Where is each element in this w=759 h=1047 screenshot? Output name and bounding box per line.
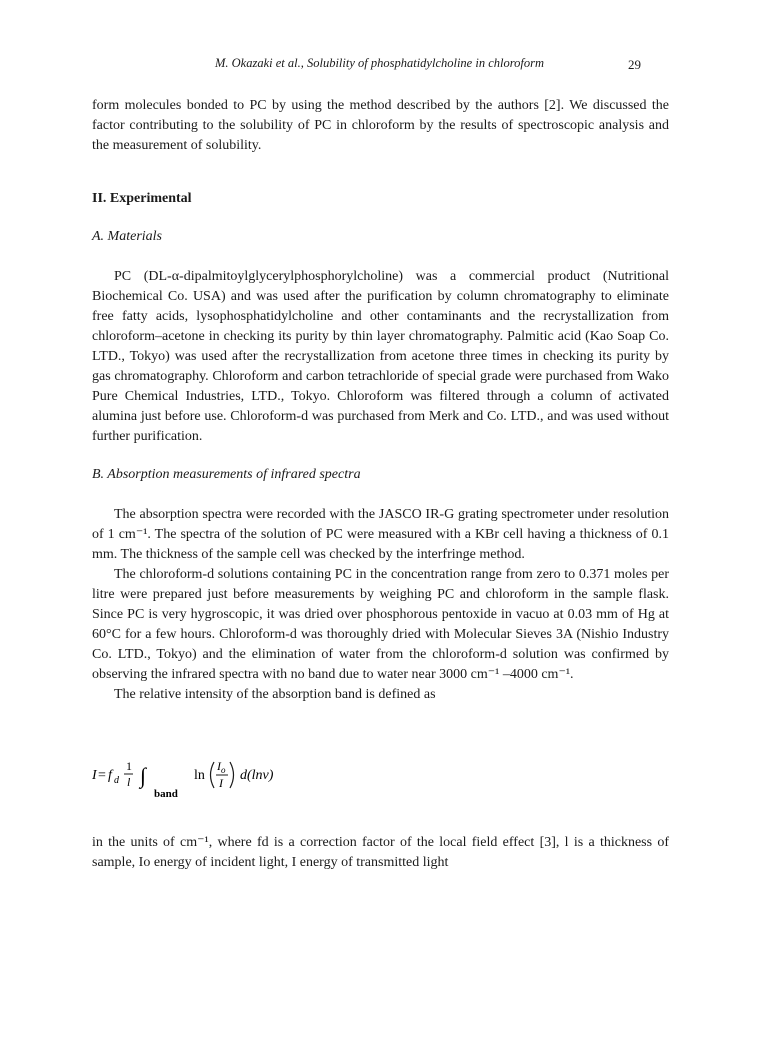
- subsection-b-title: B. Absorption measurements of infrared spectra: [92, 467, 361, 482]
- equation-svg: [92, 757, 352, 801]
- eq-fd-sub: d: [114, 775, 119, 786]
- subsection-a-title: A. Materials: [92, 229, 162, 244]
- page-content: [92, 96, 669, 873]
- eq-d-inv: d(lnv): [240, 768, 274, 783]
- eq-right-paren: [230, 762, 234, 788]
- eq-fd: f: [108, 768, 112, 783]
- eq-io: I: [217, 759, 221, 773]
- eq-io-sub: o: [221, 765, 226, 775]
- eq-integral: ∫: [140, 763, 147, 788]
- eq-equals: =: [98, 768, 106, 783]
- page-header: [0, 56, 759, 76]
- intensity-equation: [92, 757, 669, 800]
- eq-frac-den: l: [127, 775, 131, 789]
- absorption-paragraph-2: The chloroform-d solutions containing PC in the concentration range from zero to 0.371 moles per litre were prepared just before measurements by weighing PC and chloroform in the sample flask. Since PC is very hygroscopic, it was dried over phosphorous pentoxide in vacuo at 0.03 mm of Hg at 60°C for a few hours. Chloroform-d was thoroughly dried with Molecular Sieves 3A (Nishio Industry Co. LTD., Tokyo) and the elimination of water from the chloroform-d solution was confirmed by observing the infrared spectra with no band due to water near 3000 cm⁻¹ –4000 cm⁻¹.: [92, 567, 669, 682]
- eq-lhs: I: [92, 768, 97, 783]
- materials-paragraph: PC (DL-α-dipalmitoylglycerylphosphorylcholine) was a commercial product (Nutritional Biochemical Co. USA) and was used after the purification by column chromatography to eliminate free fatty acids, lysophosphatidylcholine and other contaminants and the recrystallization from chloroform–acetone in checking its purity by thin layer chromatography. Palmitic acid (Kao Soap Co. LTD., Tokyo) was used after the recrystallization from acetone three times in checking its purity by gas chromatography. Chloroform and carbon tetrachloride of special grade were purchased from Wako Pure Chemical Industries, LTD., Tokyo. Chloroform was filtered through a column of activated alumina just before use. Chloroform-d was purchased from Merk and Co. LTD., and was used without further purification.: [92, 269, 669, 444]
- section-title: II. Experimental: [92, 191, 192, 206]
- page-number: 29: [628, 57, 641, 72]
- absorption-paragraph-1: The absorption spectra were recorded with the JASCO IR-G grating spectrometer under resolution of 1 cm⁻¹. The spectra of the solution of PC were measured with a KBr cell having a thickness of 0.1 mm. The thickness of the sample cell was checked by the interfringe method.: [92, 507, 669, 562]
- absorption-paragraph-3: The relative intensity of the absorption band is defined as: [114, 687, 436, 702]
- eq-int-sub: band: [154, 788, 178, 800]
- eq-frac-num: 1: [126, 759, 132, 773]
- eq-i-den: I: [219, 776, 223, 790]
- eq-left-paren: [211, 762, 215, 788]
- units-paragraph: in the units of cm⁻¹, where fd is a correction factor of the local field effect [3], l is a thickness of sample, Io energy of incident light, I energy of transmitted light: [92, 835, 669, 870]
- eq-ln: ln: [194, 768, 205, 783]
- running-head: M. Okazaki et al., Solubility of phosphatidylcholine in chloroform: [214, 56, 544, 70]
- intro-paragraph: form molecules bonded to PC by using the method described by the authors [2]. We discussed the factor contributing to the solubility of PC in chloroform by the results of spectroscopic analysis and the measurement of solubility.: [92, 98, 669, 153]
